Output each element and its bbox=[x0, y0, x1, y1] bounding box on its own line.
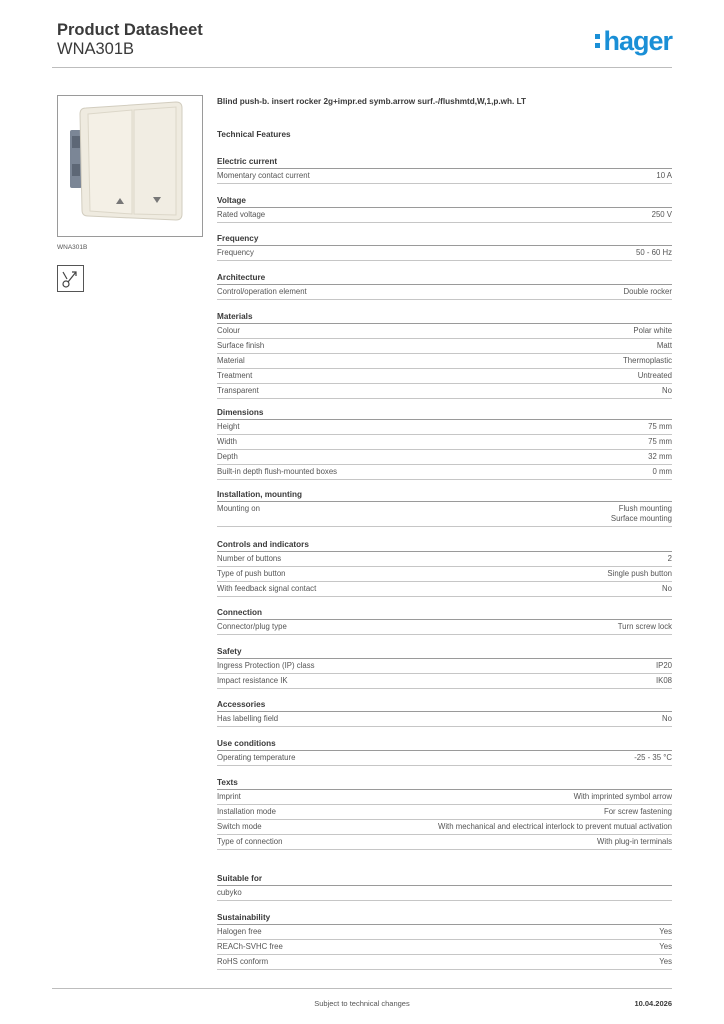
header-divider bbox=[52, 67, 672, 68]
spec-label: Operating temperature bbox=[217, 753, 296, 762]
spec-label: Type of push button bbox=[217, 569, 286, 578]
spec-label: Switch mode bbox=[217, 822, 262, 831]
spec-value-line: 75 mm bbox=[648, 422, 672, 431]
spec-value-line: Double rocker bbox=[623, 287, 672, 296]
section bbox=[217, 232, 672, 261]
spec-value bbox=[648, 437, 672, 447]
spec-label: Width bbox=[217, 437, 237, 446]
spec-row bbox=[217, 659, 672, 674]
spec-value-line: With mechanical and electrical interlock to prevent mutual activation bbox=[437, 822, 672, 831]
footer-divider bbox=[52, 988, 672, 989]
spec-label: REACh-SVHC free bbox=[217, 942, 283, 951]
image-caption: WNA301B bbox=[57, 244, 88, 251]
section-title: Controls and indicators bbox=[217, 538, 672, 552]
spec-value-line: No bbox=[662, 386, 672, 395]
spec-row bbox=[217, 339, 672, 354]
spec-value bbox=[659, 927, 672, 937]
section bbox=[217, 155, 672, 184]
spec-value bbox=[648, 452, 672, 462]
spec-value bbox=[656, 171, 672, 181]
section-title: Use conditions bbox=[217, 737, 672, 751]
section-title: Suitable for bbox=[217, 872, 672, 886]
spec-value bbox=[633, 326, 672, 336]
spec-value-line: 0 mm bbox=[652, 467, 672, 476]
spec-label: Connector/plug type bbox=[217, 622, 287, 631]
spec-value-line: No bbox=[662, 584, 672, 593]
spec-value bbox=[648, 422, 672, 432]
spec-row bbox=[217, 925, 672, 940]
spec-value-line: 75 mm bbox=[648, 437, 672, 446]
spec-value-line: Surface mounting bbox=[610, 514, 672, 523]
spec-row bbox=[217, 465, 672, 480]
spec-row bbox=[217, 420, 672, 435]
section-title: Frequency bbox=[217, 232, 672, 246]
section-title: Electric current bbox=[217, 155, 672, 169]
spec-label: Halogen free bbox=[217, 927, 262, 936]
brand-logo bbox=[595, 26, 672, 56]
section bbox=[217, 776, 672, 850]
spec-row bbox=[217, 384, 672, 399]
section bbox=[217, 538, 672, 597]
spec-row bbox=[217, 502, 672, 527]
spec-label: Impact resistance IK bbox=[217, 676, 288, 685]
spec-row bbox=[217, 940, 672, 955]
spec-value-line: IK08 bbox=[655, 676, 672, 685]
footer-note: Subject to technical changes bbox=[314, 999, 410, 1008]
section bbox=[217, 488, 672, 527]
spec-value-line: 32 mm bbox=[648, 452, 672, 461]
spec-value-line: With imprinted symbol arrow bbox=[573, 792, 672, 801]
section-title: Accessories bbox=[217, 698, 672, 712]
spec-value-line: Yes bbox=[659, 957, 672, 966]
spec-row bbox=[217, 246, 672, 261]
spec-label: Colour bbox=[217, 326, 240, 335]
spec-value bbox=[623, 356, 672, 366]
section-title: Dimensions bbox=[217, 406, 672, 420]
spec-row bbox=[217, 955, 672, 970]
spec-row bbox=[217, 886, 672, 901]
product-code: WNA301B bbox=[57, 40, 135, 58]
spec-value bbox=[656, 661, 672, 671]
spec-label: Ingress Protection (IP) class bbox=[217, 661, 315, 670]
section bbox=[217, 310, 672, 399]
spec-value-line: Matt bbox=[656, 341, 672, 350]
product-image bbox=[57, 95, 203, 237]
spec-value-line: 50 - 60 Hz bbox=[636, 248, 672, 257]
spec-value bbox=[656, 676, 672, 686]
section bbox=[217, 698, 672, 727]
spec-label: Imprint bbox=[217, 792, 241, 801]
spec-row bbox=[217, 169, 672, 184]
spec-row bbox=[217, 712, 672, 727]
spec-label: cubyko bbox=[217, 888, 242, 897]
spec-row bbox=[217, 435, 672, 450]
spec-label: Depth bbox=[217, 452, 238, 461]
section-title: Texts bbox=[217, 776, 672, 790]
spec-label: With feedback signal contact bbox=[217, 584, 317, 593]
spec-label: Control/operation element bbox=[217, 287, 307, 296]
spec-label: Mounting on bbox=[217, 504, 260, 513]
spec-value bbox=[634, 753, 672, 763]
section-title: Materials bbox=[217, 310, 672, 324]
spec-value bbox=[657, 341, 672, 351]
spec-row bbox=[217, 835, 672, 850]
spec-row bbox=[217, 354, 672, 369]
spec-value bbox=[574, 792, 672, 802]
spec-label: Height bbox=[217, 422, 240, 431]
symbol-arrow-icon bbox=[57, 265, 84, 292]
spec-value bbox=[662, 584, 672, 594]
spec-label: Transparent bbox=[217, 386, 259, 395]
spec-label: RoHS conform bbox=[217, 957, 269, 966]
section bbox=[217, 406, 672, 480]
spec-row bbox=[217, 285, 672, 300]
spec-value bbox=[623, 287, 672, 297]
spec-value bbox=[438, 822, 672, 832]
section bbox=[217, 271, 672, 300]
spec-row bbox=[217, 674, 672, 689]
spec-value bbox=[604, 807, 672, 817]
spec-label: Frequency bbox=[217, 248, 254, 257]
spec-value-line: Yes bbox=[659, 927, 672, 936]
spec-row bbox=[217, 820, 672, 835]
spec-value-line: Yes bbox=[659, 942, 672, 951]
section-title: Voltage bbox=[217, 194, 672, 208]
spec-value-line: Flush mounting bbox=[618, 504, 672, 513]
spec-row bbox=[217, 369, 672, 384]
spec-label: Has labelling field bbox=[217, 714, 279, 723]
spec-value-line: For screw fastening bbox=[603, 807, 672, 816]
section-title: Architecture bbox=[217, 271, 672, 285]
page-title: Product Datasheet bbox=[57, 21, 203, 39]
section bbox=[217, 737, 672, 766]
spec-value-line: -25 - 35 °C bbox=[634, 753, 672, 762]
spec-value-line: With plug-in terminals bbox=[597, 837, 672, 846]
spec-row bbox=[217, 805, 672, 820]
spec-row bbox=[217, 582, 672, 597]
spec-value-line: Thermoplastic bbox=[623, 356, 672, 365]
spec-label: Type of connection bbox=[217, 837, 283, 846]
spec-row bbox=[217, 567, 672, 582]
spec-label: Surface finish bbox=[217, 341, 265, 350]
spec-value bbox=[636, 248, 672, 258]
spec-row bbox=[217, 790, 672, 805]
section bbox=[217, 645, 672, 689]
spec-value bbox=[668, 554, 672, 564]
spec-value bbox=[611, 504, 672, 524]
section bbox=[217, 872, 672, 901]
spec-value bbox=[653, 467, 673, 477]
section bbox=[217, 194, 672, 223]
spec-value bbox=[652, 210, 672, 220]
spec-label: Rated voltage bbox=[217, 210, 266, 219]
footer-date: 10.04.2026 bbox=[634, 999, 672, 1008]
spec-value bbox=[662, 714, 672, 724]
spec-value bbox=[659, 942, 672, 952]
spec-value bbox=[597, 837, 672, 847]
section bbox=[217, 606, 672, 635]
spec-row bbox=[217, 751, 672, 766]
spec-label: Treatment bbox=[217, 371, 253, 380]
spec-value bbox=[618, 622, 672, 632]
spec-label: Material bbox=[217, 356, 245, 365]
spec-value-line: Polar white bbox=[633, 326, 672, 335]
spec-value-line: IP20 bbox=[655, 661, 672, 670]
product-description: Blind push-b. insert rocker 2g+impr.ed symb.arrow surf.-/flushmtd,W,1,p.wh. LT bbox=[217, 97, 526, 106]
spec-value bbox=[659, 957, 672, 967]
spec-row bbox=[217, 620, 672, 635]
technical-features-title: Technical Features bbox=[217, 130, 291, 139]
spec-value bbox=[607, 569, 672, 579]
spec-value-line: Untreated bbox=[637, 371, 672, 380]
spec-row bbox=[217, 208, 672, 223]
spec-label: Number of buttons bbox=[217, 554, 282, 563]
spec-label: Momentary contact current bbox=[217, 171, 310, 180]
spec-row bbox=[217, 552, 672, 567]
section-title: Safety bbox=[217, 645, 672, 659]
spec-value-line: Turn screw lock bbox=[617, 622, 672, 631]
section-title: Installation, mounting bbox=[217, 488, 672, 502]
section-title: Sustainability bbox=[217, 911, 672, 925]
spec-label: Built-in depth flush-mounted boxes bbox=[217, 467, 338, 476]
spec-value-line: No bbox=[662, 714, 672, 723]
spec-value bbox=[638, 371, 672, 381]
logo-dots-icon bbox=[595, 32, 600, 50]
spec-row bbox=[217, 324, 672, 339]
section bbox=[217, 911, 672, 970]
spec-value bbox=[662, 386, 672, 396]
brand-name: hager bbox=[603, 25, 672, 56]
spec-value-line: 250 V bbox=[651, 210, 672, 219]
section-title: Connection bbox=[217, 606, 672, 620]
spec-row bbox=[217, 450, 672, 465]
spec-value-line: 10 A bbox=[656, 171, 672, 180]
spec-label: Installation mode bbox=[217, 807, 276, 816]
spec-value-line: 2 bbox=[667, 554, 672, 563]
spec-value-line: Single push button bbox=[607, 569, 672, 578]
